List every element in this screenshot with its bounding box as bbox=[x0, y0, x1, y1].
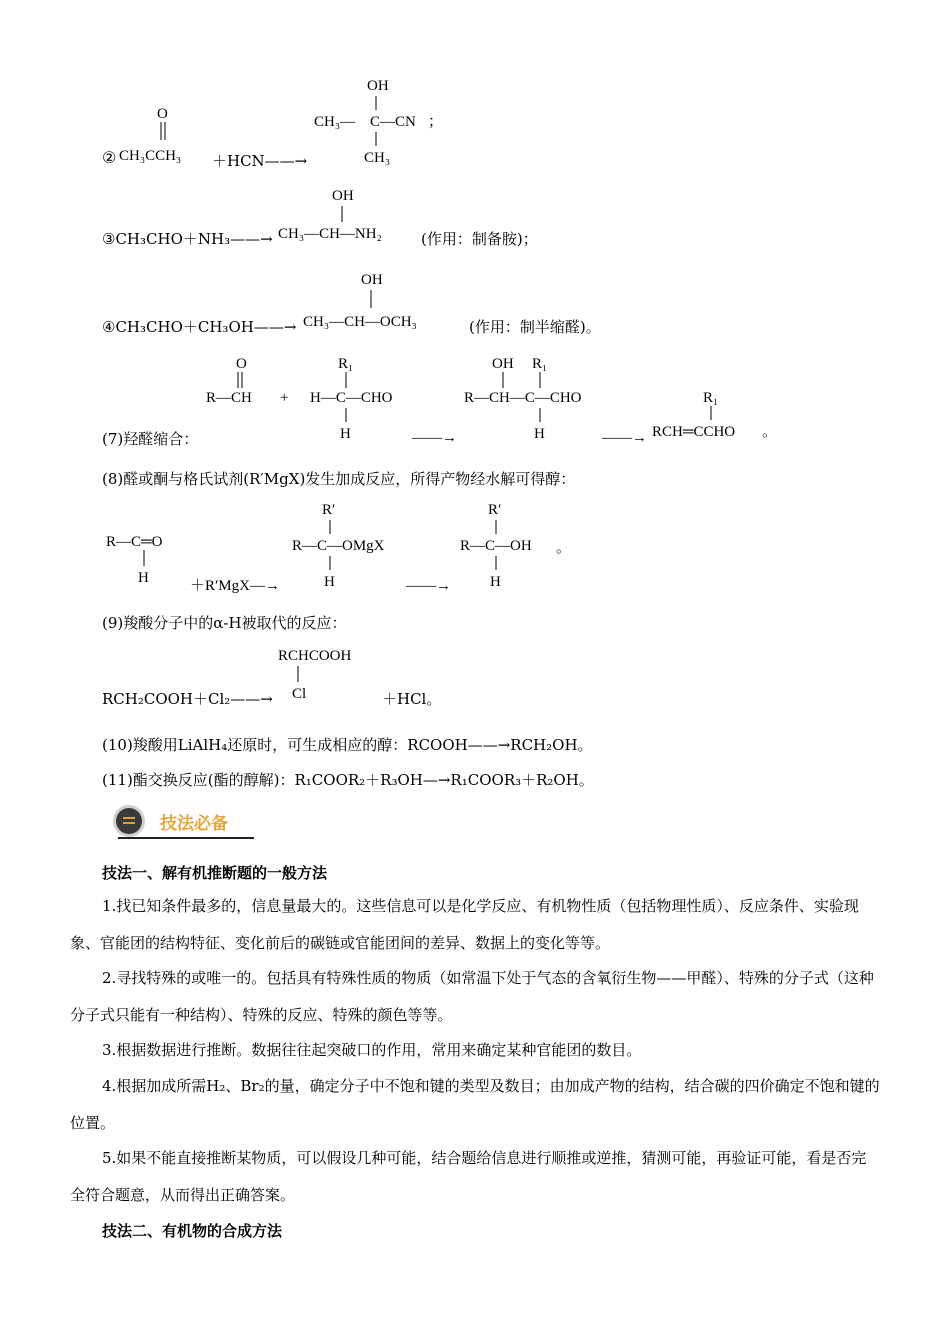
chloro-acid-structure bbox=[274, 640, 384, 710]
grignard-product: R—C—OH bbox=[460, 538, 532, 554]
reaction-2-reagent: ＋HCN——→ bbox=[212, 152, 308, 170]
grignard-R2: R′ bbox=[488, 502, 502, 518]
acetone-formula: CH₃CCH₃ bbox=[119, 148, 182, 164]
method-2-title: 技法二、有机物的合成方法 bbox=[102, 1222, 283, 1240]
reaction-11: (11)酯交换反应(酯的醇解)：R₁COOR₂＋R₃OH—→R₁COOR₃＋R₂OH。 bbox=[102, 771, 594, 789]
cyanohydrin-right: —CN bbox=[380, 114, 416, 130]
aldol-Hb: H bbox=[534, 426, 545, 442]
reaction-8-text: (8)醛或酮与格氏试剂(R′MgX)发生加成反应，所得产物经水解可得醇： bbox=[102, 470, 576, 488]
aldol-final: RCH═CCHO bbox=[652, 424, 736, 440]
method-1-p5: 5.如果不能直接推断某物质，可以假设几种可能，结合题给信息进行顺推或逆推，猜测可能，再验证可能，看是否完全符合题意，从而得出正确答案。 bbox=[70, 1149, 867, 1204]
grignard-Hc: H bbox=[490, 574, 501, 590]
badge-title: 技法必备 bbox=[160, 814, 228, 834]
reaction-4-prefix: ④CH₃CHO＋CH₃OH——→ bbox=[102, 318, 297, 336]
grignard-reagent: ＋R′MgX—→ bbox=[190, 578, 280, 594]
aldol-arrow-1: ——→ bbox=[412, 430, 457, 446]
acetone-O: O bbox=[157, 106, 168, 122]
aldol-OH: OH bbox=[492, 356, 514, 372]
grignard-structure bbox=[100, 496, 580, 596]
grignard-intermediate: R—C—OMgX bbox=[292, 538, 385, 554]
grignard-R1: R′ bbox=[322, 502, 336, 518]
reaction-2-label: ② bbox=[102, 148, 117, 167]
aldol-structure bbox=[200, 350, 800, 450]
grignard-arrow: ——→ bbox=[406, 578, 451, 594]
cyanohydrin-C: C bbox=[370, 114, 381, 130]
amino-alcohol-structure bbox=[276, 182, 421, 248]
aldol-R1a: R₁ bbox=[338, 356, 354, 372]
grignard-Hb: H bbox=[324, 574, 335, 590]
amino-alcohol-OH: OH bbox=[332, 188, 354, 204]
aldol-end: 。 bbox=[762, 424, 778, 440]
aldol-middle: H—C—CHO bbox=[310, 390, 393, 406]
acetone-structure bbox=[115, 100, 215, 170]
cyanohydrin-left: CH₃— bbox=[314, 114, 356, 130]
hemiacetal-structure bbox=[301, 266, 471, 338]
reaction-9-prefix: RCH₂COOH＋Cl₂——→ bbox=[102, 690, 273, 708]
reaction-10: (10)羧酸用LiAlH₄还原时，可生成相应的醇：RCOOH——→RCH₂OH。 bbox=[102, 736, 593, 754]
aldol-Ha: H bbox=[340, 426, 351, 442]
chloro-acid-Cl: Cl bbox=[292, 686, 307, 702]
grignard-aldehyde: R—C═O bbox=[106, 534, 163, 550]
reaction-3-prefix: ③CH₃CHO＋NH₃——→ bbox=[102, 230, 273, 248]
amino-alcohol-main: CH₃—CH—NH₂ bbox=[278, 226, 382, 242]
hemiacetal-OH: OH bbox=[361, 272, 383, 288]
aldol-R1b: R₁ bbox=[532, 356, 548, 372]
cyanohydrin-bottom: CH₃ bbox=[364, 150, 391, 166]
reaction-9-suffix: ＋HCl。 bbox=[382, 690, 442, 708]
method-1-title: 技法一、解有机推断题的一般方法 bbox=[102, 864, 328, 882]
method-1-p2: 2.寻找特殊的或唯一的。包括具有特殊性质的物质（如常温下处于气态的含氧衍生物——甲醛）、特殊的分子式（这种分子式只能有一种结构）、特殊的反应、特殊的颜色等等。 bbox=[70, 969, 874, 1024]
cyanohydrin-OH: OH bbox=[367, 78, 389, 94]
aldol-aldehyde: R—CH bbox=[206, 390, 252, 406]
badge-icon bbox=[116, 808, 142, 834]
aldol-R1c: R₁ bbox=[703, 390, 719, 406]
method-1-p1: 1.找已知条件最多的，信息量最大的。这些信息可以是化学反应、有机物性质（包括物理性质）、反应条件、实验现象、官能团的结构特征、变化前后的碳链或官能团间的差异、数据上的变化等等。 bbox=[70, 897, 859, 952]
reaction-7-label: (7)羟醛缩合： bbox=[102, 430, 199, 448]
reaction-3-note: (作用：制备胺)； bbox=[421, 230, 538, 248]
method-1-p3: 3.根据数据进行推断。数据往往起突破口的作用，常用来确定某种官能团的数目。 bbox=[102, 1041, 642, 1059]
grignard-end: 。 bbox=[556, 540, 572, 556]
hemiacetal-main: CH₃—CH—OCH₃ bbox=[303, 314, 417, 330]
grignard-Ha: H bbox=[138, 570, 149, 586]
reaction-9-text: (9)羧酸分子中的α-H被取代的反应： bbox=[102, 614, 347, 632]
aldol-arrow-2: ——→ bbox=[602, 430, 647, 446]
reaction-2-tail: ； bbox=[428, 112, 444, 130]
aldol-product: R—CH—C—CHO bbox=[464, 390, 582, 406]
aldol-O: O bbox=[236, 356, 247, 372]
aldol-plus: + bbox=[280, 390, 289, 406]
chloro-acid-top: RCHCOOH bbox=[278, 648, 352, 664]
method-1-p4: 4.根据加成所需H₂、Br₂的量，确定分子中不饱和键的类型及数目；由加成产物的结构，结合碳的四价确定不饱和键的位置。 bbox=[70, 1077, 880, 1132]
reaction-4-note: (作用：制半缩醛)。 bbox=[469, 318, 601, 336]
badge-underline bbox=[118, 837, 254, 839]
